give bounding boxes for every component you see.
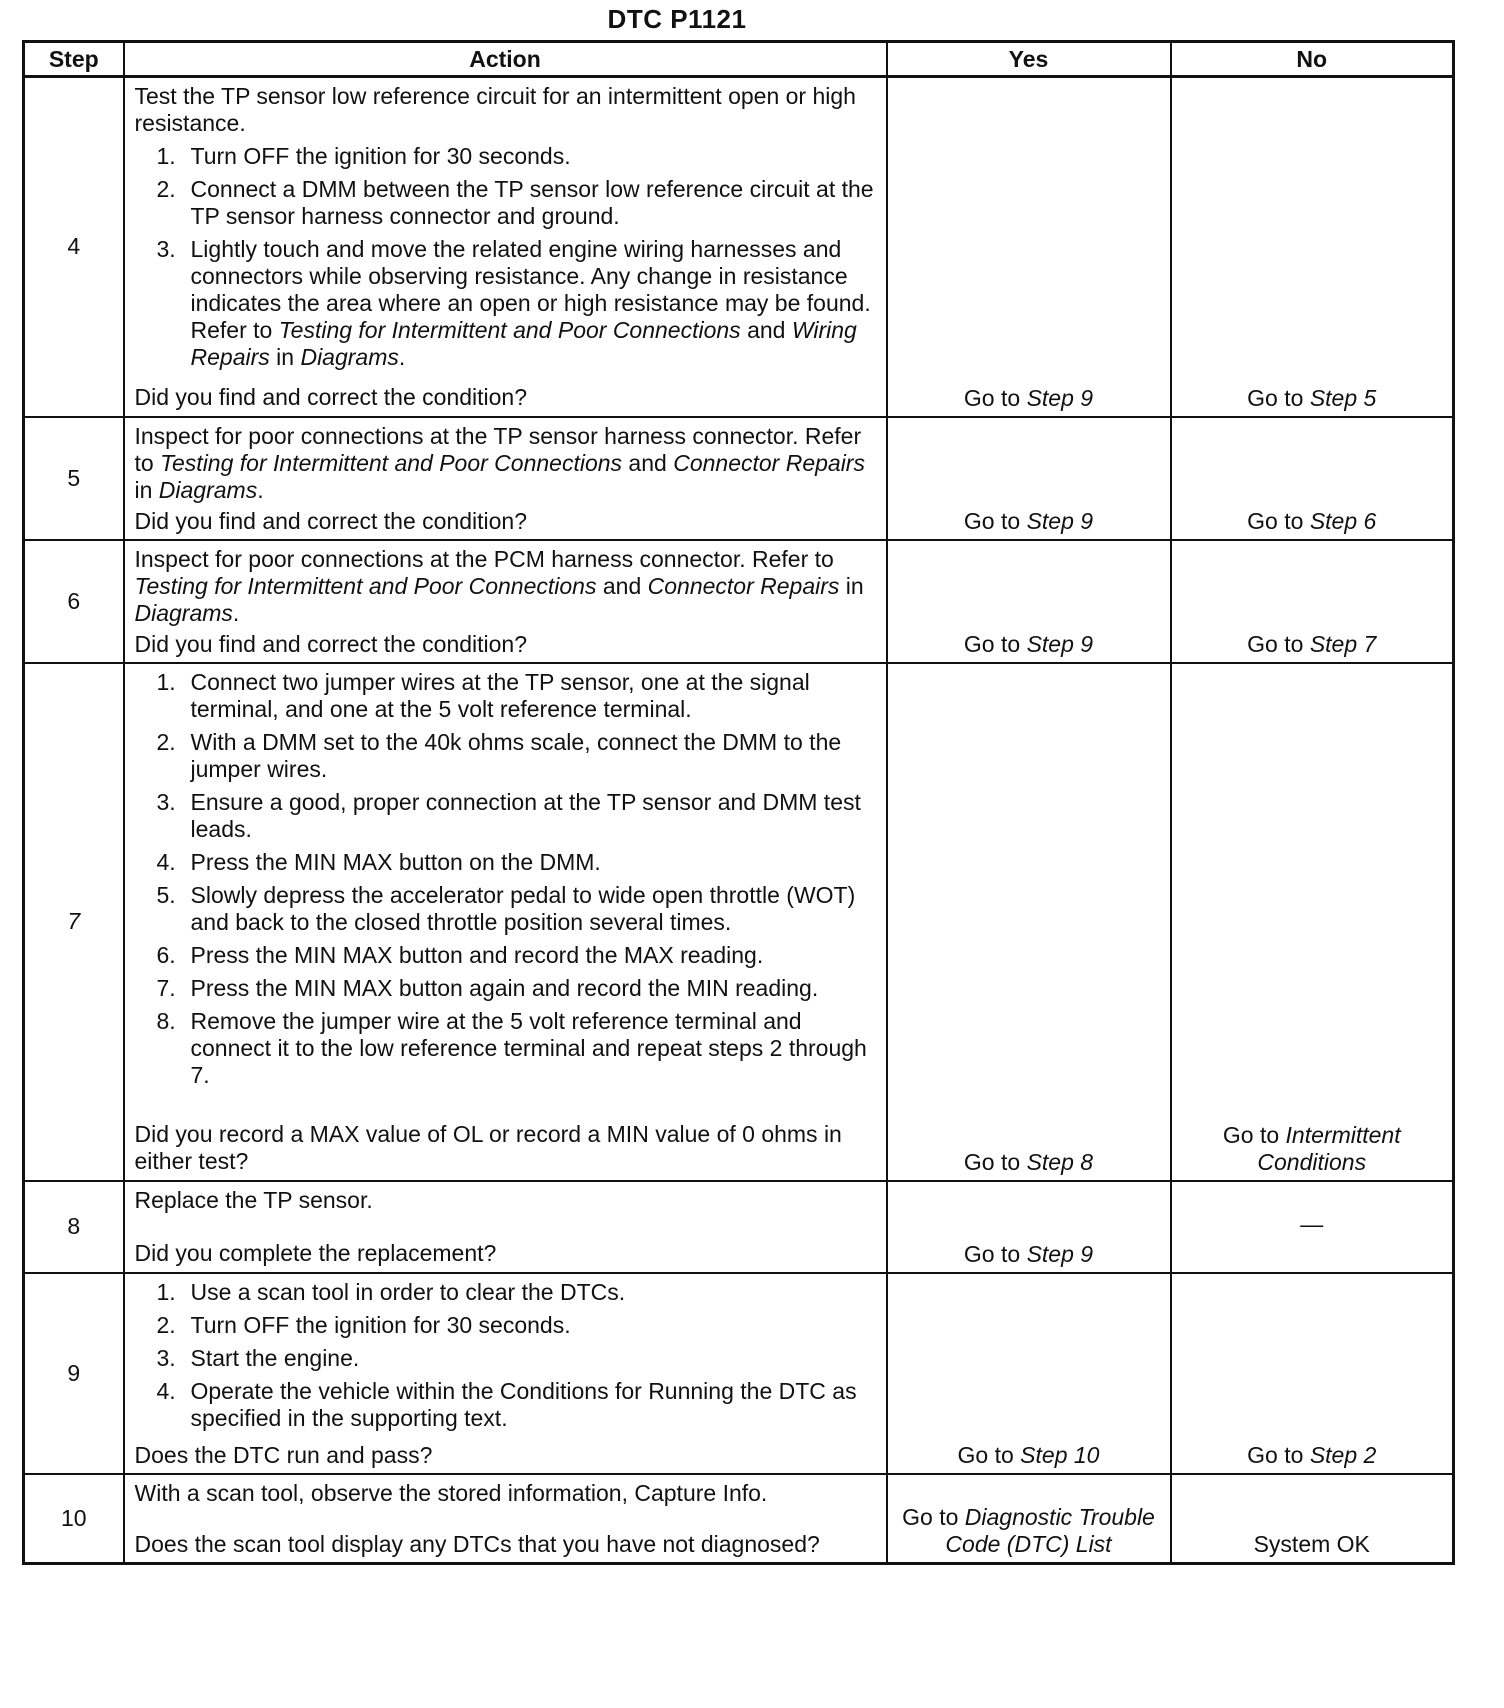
item-number: 4. (156, 1377, 176, 1404)
yes-result (887, 540, 1171, 663)
action-question: Did you complete the replacement? (134, 1239, 497, 1266)
action-step-item (135, 849, 878, 876)
action-step-item (135, 236, 878, 371)
reference-text: Step 9 (1026, 630, 1094, 657)
action-step-item (135, 882, 878, 936)
spacer (135, 1095, 878, 1117)
text-segment: With a DMM set to the 40k ohms scale, connect the DMM to the jumper wires. (190, 728, 842, 782)
action-cell (124, 417, 887, 540)
action-step-item (135, 143, 878, 170)
step-number: 5 (24, 417, 124, 540)
item-number: 7. (156, 974, 176, 1001)
text-segment: Test the TP sensor low reference circuit for an intermittent open or high resistance. (134, 83, 856, 136)
reference-text: Testing for Intermittent and Poor Connections (278, 317, 741, 343)
reference-text: Connector Repairs (647, 572, 840, 599)
action-cell (124, 77, 887, 417)
action-cell (124, 540, 887, 663)
no-result (1171, 1273, 1454, 1474)
text-segment: Press the MIN MAX button on the DMM. (190, 848, 601, 875)
header-step: Step (24, 42, 124, 77)
action-question: Did you find and correct the condition? (134, 384, 528, 410)
step-number: 8 (24, 1181, 124, 1273)
text-segment: in (134, 476, 159, 503)
reference-text: Step 9 (1026, 1240, 1094, 1267)
table-body (24, 77, 1454, 1564)
text-segment: Go to (1222, 1121, 1286, 1148)
text-segment: Go to (963, 1240, 1027, 1267)
action-question: Does the DTC run and pass? (134, 1441, 433, 1468)
yes-result (887, 663, 1171, 1181)
action-step-item (135, 176, 878, 230)
text-segment: Go to (1247, 1441, 1310, 1468)
text-segment: Go to (963, 1148, 1027, 1175)
item-number: 5. (156, 881, 176, 908)
item-number: 4. (156, 848, 176, 875)
yes-result (887, 1273, 1171, 1474)
text-segment: Inspect for poor connections at the PCM harness connector. Refer to (134, 545, 834, 572)
action-steps (135, 1279, 878, 1438)
text-segment: Start the engine. (190, 1344, 360, 1371)
reference-text: Step 10 (1020, 1441, 1100, 1468)
text-segment: . (232, 599, 240, 626)
reference-text: Diagrams (300, 344, 399, 370)
action-step-item (135, 1378, 878, 1432)
reference-text: Step 7 (1309, 630, 1377, 657)
table-row (24, 1474, 1454, 1564)
text-segment: Inspect for poor connections at the TP sensor harness connector. Refer to (134, 422, 862, 476)
text-segment: . (398, 344, 406, 370)
item-number: 3. (156, 788, 176, 815)
yes-result (887, 1474, 1171, 1564)
action-intro (135, 546, 878, 627)
action-step-item (135, 669, 878, 723)
action-question: Does the scan tool display any DTCs that you have not diagnosed? (134, 1530, 820, 1557)
action-question: Did you record a MAX value of OL or record a MIN value of 0 ohms in either test? (134, 1120, 842, 1174)
table-row (24, 663, 1454, 1181)
no-result (1171, 663, 1454, 1181)
action-question: Did you find and correct the condition? (134, 507, 528, 534)
step-number: 7 (24, 663, 124, 1181)
header-action: Action (124, 42, 887, 77)
text-segment: and (596, 572, 648, 599)
item-number: 1. (156, 1278, 176, 1305)
spacer (135, 1214, 878, 1236)
text-segment: Lightly touch and move the related engine wiring harnesses and connectors while observing resistance. Any change in resistance indicates the area where an open or high resistance may be found. Refer to (190, 236, 871, 343)
text-segment: — (1300, 1211, 1324, 1237)
reference-text: Step 2 (1309, 1441, 1377, 1468)
item-number: 2. (156, 1311, 176, 1338)
reference-text: Testing for Intermittent and Poor Connections (134, 572, 597, 599)
diagnostic-table (22, 40, 1455, 1565)
yes-result (887, 77, 1171, 417)
no-result (1171, 417, 1454, 540)
action-step-item (135, 1008, 878, 1089)
text-segment: Go to (1247, 384, 1310, 411)
text-segment: Ensure a good, proper connection at the TP sensor and DMM test leads. (190, 788, 861, 842)
action-steps (135, 143, 878, 377)
action-step-item (135, 789, 878, 843)
action-steps (135, 669, 878, 1095)
text-segment: With a scan tool, observe the stored information, Capture Info. (134, 1479, 768, 1506)
step-number: 4 (24, 77, 124, 417)
action-step-item (135, 1279, 878, 1306)
no-result (1171, 1474, 1454, 1564)
reference-text: Diagrams (158, 476, 258, 503)
no-result (1171, 1181, 1454, 1273)
text-segment: Use a scan tool in order to clear the DTCs. (190, 1278, 626, 1305)
table-row (24, 1181, 1454, 1273)
table-row (24, 1273, 1454, 1474)
reference-text: Intermittent Conditions (1257, 1121, 1401, 1175)
action-cell (124, 1181, 887, 1273)
text-segment: and (622, 449, 674, 476)
yes-result (887, 1181, 1171, 1273)
item-number: 6. (156, 941, 176, 968)
yes-result (887, 417, 1171, 540)
reference-text: Wiring Repairs (190, 317, 857, 370)
text-segment: Turn OFF the ignition for 30 seconds. (190, 143, 571, 169)
reference-text: Testing for Intermittent and Poor Connections (160, 449, 623, 476)
action-step-item (135, 1312, 878, 1339)
text-segment: Connect two jumper wires at the TP sensor, one at the signal terminal, and one at the 5 volt reference terminal. (190, 668, 810, 722)
step-number: 6 (24, 540, 124, 663)
text-segment: Turn OFF the ignition for 30 seconds. (190, 1311, 571, 1338)
text-segment: Go to (1247, 507, 1310, 534)
no-result (1171, 77, 1454, 417)
action-cell (124, 663, 887, 1181)
action-step-item (135, 975, 878, 1002)
action-step-item (135, 1345, 878, 1372)
spacer (135, 1507, 878, 1527)
item-number: 8. (156, 1007, 176, 1034)
step-number: 10 (24, 1474, 124, 1564)
text-segment: Go to (963, 384, 1027, 411)
text-segment: . (257, 476, 264, 503)
action-cell (124, 1273, 887, 1474)
item-number: 3. (156, 1344, 176, 1371)
page-title: DTC P1121 (607, 4, 747, 34)
text-segment: Connect a DMM between the TP sensor low reference circuit at the TP sensor harness connector and ground. (190, 176, 874, 229)
text-segment: Press the MIN MAX button again and record the MIN reading. (190, 974, 819, 1001)
action-intro (135, 423, 878, 504)
reference-text: Step 5 (1309, 384, 1377, 411)
action-step-item (135, 729, 878, 783)
action-question: Did you find and correct the condition? (134, 630, 528, 657)
table-row (24, 77, 1454, 417)
text-segment: in (839, 572, 864, 599)
header-no: No (1171, 42, 1454, 77)
spacer (135, 377, 878, 380)
header-yes: Yes (887, 42, 1171, 77)
reference-text: Step 9 (1026, 384, 1094, 411)
text-segment: Go to (957, 1441, 1021, 1468)
header-row (24, 42, 1454, 77)
text-segment: Operate the vehicle within the Conditions for Running the DTC as specified in the supporting text. (190, 1377, 857, 1431)
text-segment: Slowly depress the accelerator pedal to wide open throttle (WOT) and back to the closed throttle position several times. (190, 881, 856, 935)
text-segment: and (740, 317, 792, 343)
action-cell (124, 1474, 887, 1564)
text-segment: Replace the TP sensor. (134, 1186, 373, 1213)
action-step-item (135, 942, 878, 969)
item-number: 1. (156, 668, 176, 695)
item-number: 1. (156, 143, 176, 169)
reference-text: Diagnostic Trouble Code (DTC) List (945, 1504, 1155, 1557)
reference-text: Step 8 (1026, 1148, 1094, 1175)
reference-text: Step 9 (1026, 507, 1094, 534)
text-segment: Remove the jumper wire at the 5 volt reference terminal and connect it to the low reference terminal and repeat steps 2 through 7. (190, 1007, 867, 1088)
reference-text: Connector Repairs (673, 449, 865, 476)
text-segment: Go to (1247, 630, 1310, 657)
table-row (24, 417, 1454, 540)
reference-text: Step 6 (1309, 507, 1377, 534)
text-segment: Go to (963, 630, 1027, 657)
reference-text: Diagrams (134, 599, 233, 626)
text-segment: Go to (902, 1504, 965, 1530)
action-intro (135, 83, 878, 137)
text-segment: in (269, 344, 301, 370)
item-number: 2. (156, 728, 176, 755)
item-number: 3. (156, 236, 176, 262)
step-number: 9 (24, 1273, 124, 1474)
no-result (1171, 540, 1454, 663)
text-segment: System OK (1253, 1531, 1370, 1557)
text-segment: Press the MIN MAX button and record the MAX reading. (190, 941, 764, 968)
action-intro (135, 1187, 878, 1214)
text-segment: Go to (963, 507, 1027, 534)
table-row (24, 540, 1454, 663)
action-intro (135, 1480, 878, 1507)
item-number: 2. (156, 176, 176, 202)
